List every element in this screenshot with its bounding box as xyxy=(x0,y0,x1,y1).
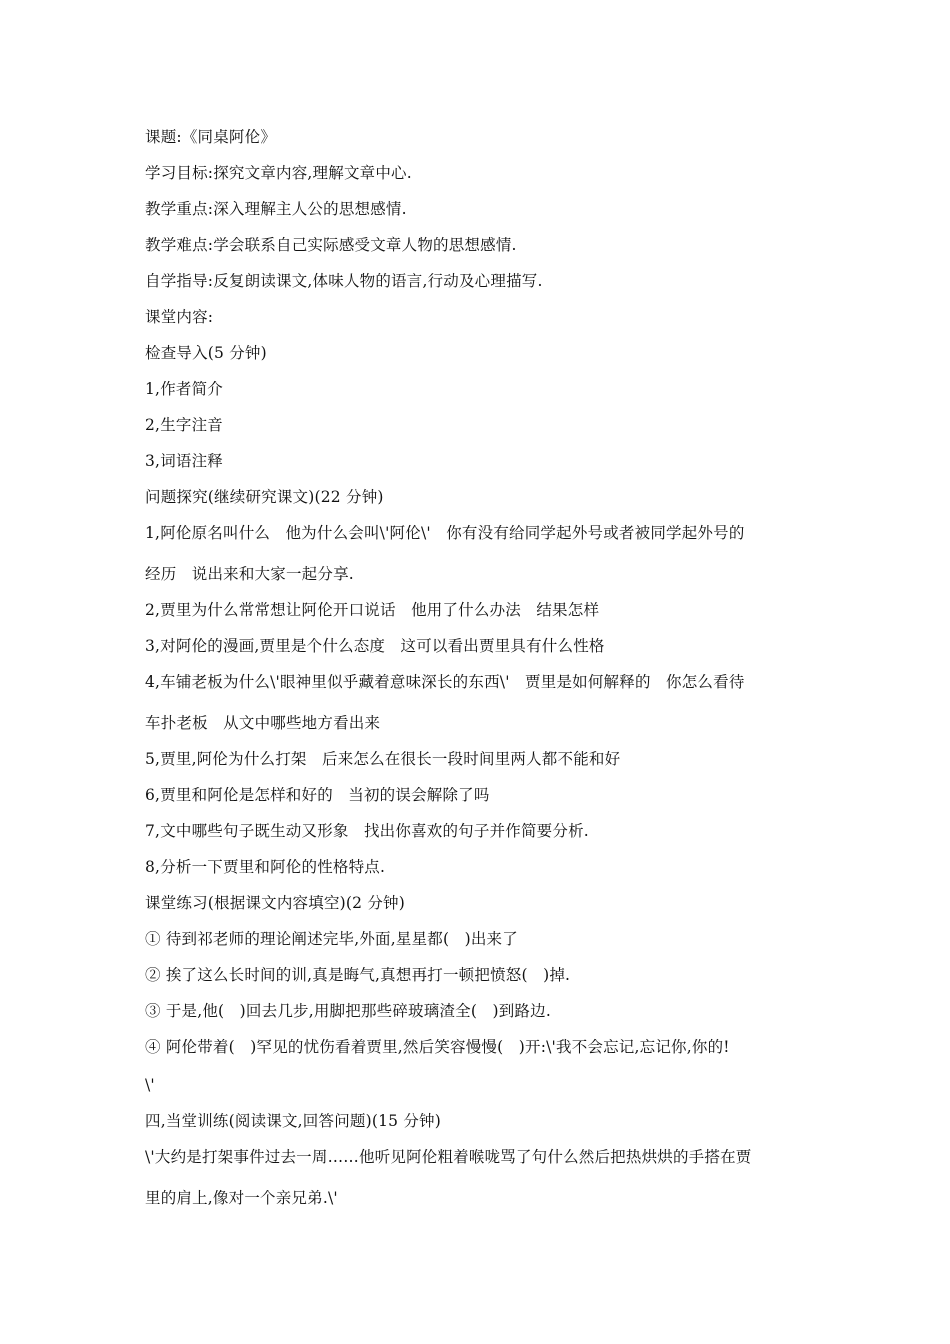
quoted-passage-continued: 里的肩上,像对一个亲兄弟.\' xyxy=(145,1189,338,1207)
exercise-item: ① 待到祁老师的理论阐述完毕,外面,星星都( )出来了 xyxy=(145,930,518,948)
list-item: 3,词语注释 xyxy=(145,452,223,470)
learning-goal: 学习目标:探究文章内容,理解文章中心. xyxy=(145,164,412,182)
section-heading-check: 检查导入(5 分钟) xyxy=(145,344,267,362)
list-item: 1,作者简介 xyxy=(145,380,223,398)
section-heading-practice: 课堂练习(根据课文内容填空)(2 分钟) xyxy=(145,894,405,912)
question-item: 7,文中哪些句子既生动又形象 找出你喜欢的句子并作简要分析. xyxy=(145,822,589,840)
exercise-item-continued: \' xyxy=(145,1076,155,1094)
section-heading-training: 四,当堂训练(阅读课文,回答问题)(15 分钟) xyxy=(145,1112,441,1130)
section-heading-class-content: 课堂内容: xyxy=(145,308,214,326)
teaching-focus: 教学重点:深入理解主人公的思想感情. xyxy=(145,200,407,218)
question-item: 4,车铺老板为什么\'眼神里似乎藏着意味深长的东西\' 贾里是如何解释的 你怎么看待 xyxy=(145,673,745,691)
question-item: 8,分析一下贾里和阿伦的性格特点. xyxy=(145,858,386,876)
exercise-item: ③ 于是,他( )回去几步,用脚把那些碎玻璃渣全( )到路边. xyxy=(145,1002,551,1020)
question-item: 5,贾里,阿伦为什么打架 后来怎么在很长一段时间里两人都不能和好 xyxy=(145,750,621,768)
teaching-difficulty: 教学难点:学会联系自己实际感受文章人物的思想感情. xyxy=(145,236,517,254)
lesson-title: 课题:《同桌阿伦》 xyxy=(145,128,277,146)
quoted-passage: \'大约是打架事件过去一周……他听见阿伦粗着喉咙骂了句什么然后把热烘烘的手搭在贾 xyxy=(145,1148,752,1166)
exercise-item: ④ 阿伦带着( )罕见的忧伤看着贾里,然后笑容慢慢( )开:\'我不会忘记,忘记你,你的! xyxy=(145,1038,730,1056)
question-item-continued: 经历 说出来和大家一起分享. xyxy=(145,565,354,583)
exercise-item: ② 挨了这么长时间的训,真是晦气,真想再打一顿把愤怒( )掉. xyxy=(145,966,571,984)
self-study-guide: 自学指导:反复朗读课文,体味人物的语言,行动及心理描写. xyxy=(145,272,543,290)
list-item: 2,生字注音 xyxy=(145,416,223,434)
question-item-continued: 车扑老板 从文中哪些地方看出来 xyxy=(145,714,381,732)
section-heading-inquiry: 问题探究(继续研究课文)(22 分钟) xyxy=(145,488,384,506)
question-item: 3,对阿伦的漫画,贾里是个什么态度 这可以看出贾里具有什么性格 xyxy=(145,637,605,655)
question-item: 6,贾里和阿伦是怎样和好的 当初的误会解除了吗 xyxy=(145,786,490,804)
question-item: 2,贾里为什么常常想让阿伦开口说话 他用了什么办法 结果怎样 xyxy=(145,601,600,619)
question-item: 1,阿伦原名叫什么 他为什么会叫\'阿伦\' 你有没有给同学起外号或者被同学起外号的 xyxy=(145,524,745,542)
